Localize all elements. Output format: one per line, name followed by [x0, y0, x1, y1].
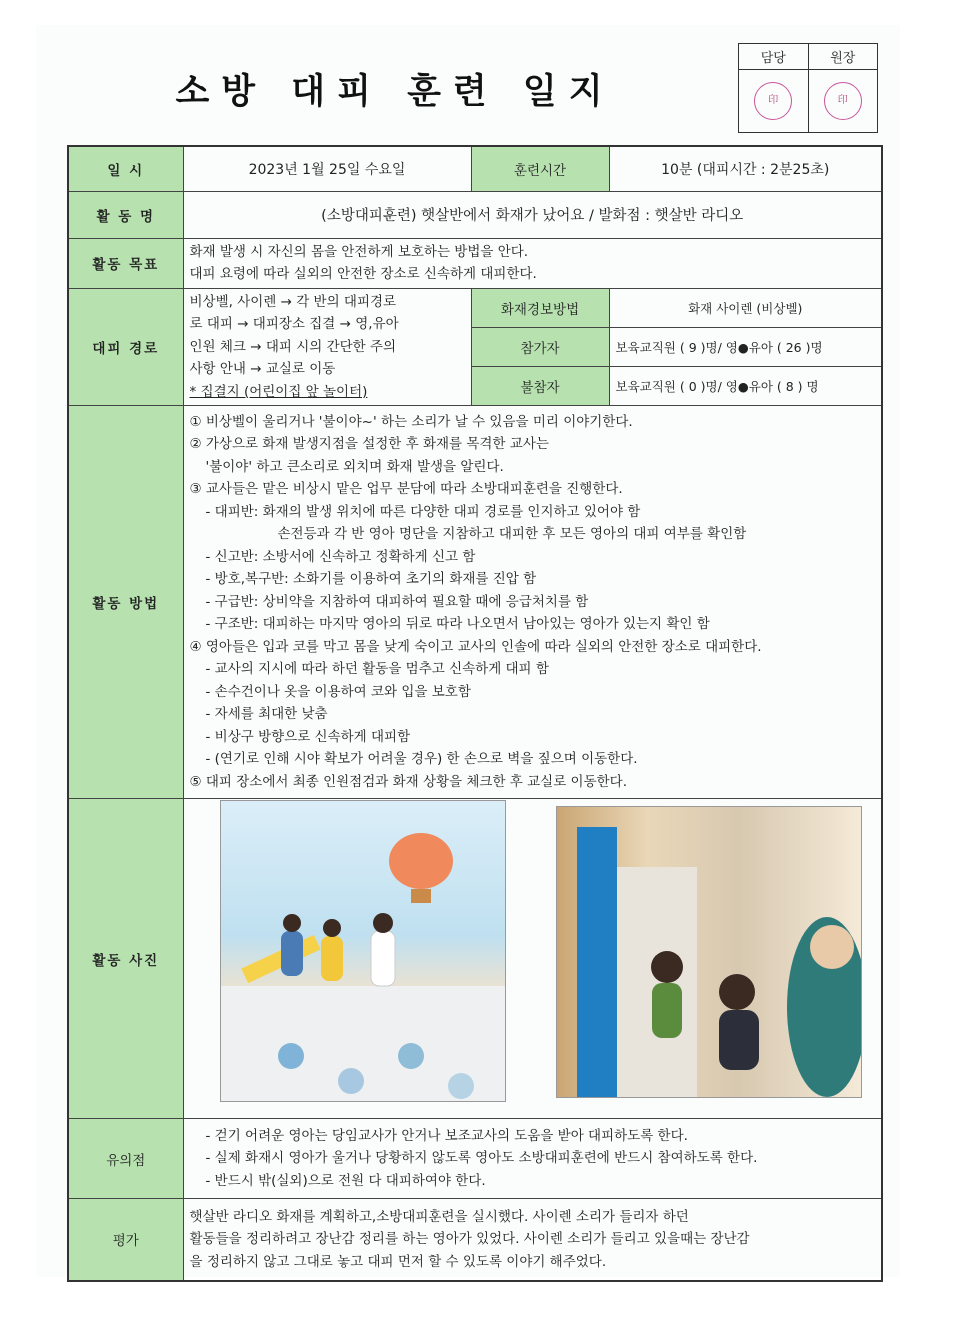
absentees-label: 불참자 [471, 366, 609, 405]
evaluation-label: 평가 [68, 1199, 183, 1281]
activity-name-label: 활 동 명 [68, 191, 183, 238]
activity-goal-value: 화재 발생 시 자신의 몸을 안전하게 보호하는 방법을 안다. 대피 요령에 따라 실외의 안전한 장소로 신속하게 대피한다. [183, 238, 882, 288]
evacuation-route-label: 대피 경로 [68, 288, 183, 406]
evacuation-route-value: 비상벨, 사이렌 → 각 반의 대피경로 로 대피 → 대피장소 집결 → 영,유아 인원 체크 → 대피 시의 간단한 주의 사항 안내 → 교실로 이동 * 집결지 (어린이집 앞 놀이터) [183, 288, 471, 406]
approval-col-staff: 담당 [739, 44, 809, 70]
activity-name-value: (소방대피훈련) 햇살반에서 화재가 났어요 / 발화점 : 햇살반 라디오 [183, 191, 882, 238]
evaluation-value: 햇살반 라디오 화재를 계획하고,소방대피훈련을 실시했다. 사이렌 소리가 들리자 하던 활동들을 정리하려고 장난감 정리를 하는 영아가 있었다. 사이렌 소리가 들리고 있을때는 장난감 을 정리하지 않고 그대로 놓고 대피 먼저 할 수 있도록 이야기 해주었다. [183, 1199, 882, 1281]
director-signature-stamp: 印 [824, 82, 862, 120]
approval-box [738, 43, 878, 133]
fire-alarm-method-label: 화재경보방법 [471, 288, 609, 327]
activity-method-value: ① 비상벨이 울리거나 '불이야~' 하는 소리가 날 수 있음을 미리 이야기한다. ② 가상으로 화재 발생지점을 설정한 후 화재를 목격한 교사는 '불이야' 하고 큰소리로 외치며 화재 발생을 알린다. ③ 교사들은 맡은 비상시 맡은 업무 분담에 따라 소방대피훈련을 진행한다. - 대피반: 화재의 발생 위치에 따른 다양한 대피 경로를 인지하고 있어야 함 손전등과 각 반 영아 명단을 지참하고 대피한 후 모든 영아의 대피 여부를 확인함 - 신고반: 소방서에 신속하고 정확하게 신고 함 - 방호,복구반: 소화기를 이용하여 초기의 화재를 진압 함 - 구급반: 상비약을 지참하여 대피하여 필요할 때에 응급처치를 함 - 구조반: 대피하는 마지막 영아의 뒤로 따라 나오면서 남아있는 영아가 있는지 확인 함 ④ 영아들은 입과 코를 막고 몸을 낮게 숙이고 교사의 인솔에 따라 실외의 안전한 장소로 대피한다. - 교사의 지시에 따라 하던 활동을 멈추고 신속하게 대피 함 - 손수건이나 옷을 이용하여 코와 입을 보호함 - 자세를 최대한 낮춤 - 비상구 방향으로 신속하게 대피함 - (연기로 인해 시야 확보가 어려울 경우) 한 손으로 벽을 짚으며 이동한다. ⑤ 대피 장소에서 최종 인원점검과 화재 상황을 체크한 후 교실로 이동한다. [183, 406, 882, 799]
participants-label: 참가자 [471, 327, 609, 366]
date-value: 2023년 1월 25일 수요일 [183, 146, 471, 191]
page-title: 소방 대피 훈련 일지 [175, 72, 615, 112]
evacuation-photo-classroom [220, 800, 506, 1102]
assembly-point: * 집결지 (어린이집 앞 놀이터) [189, 383, 368, 400]
training-time-label: 훈련시간 [471, 146, 609, 191]
training-log-table [67, 145, 883, 1282]
activity-method-label: 활동 방법 [68, 406, 183, 799]
caution-value: - 걷기 어려운 영아는 당임교사가 안거나 보조교사의 도움을 받아 대피하도록 한다. - 실제 화재시 영아가 울거나 당황하지 않도록 영아도 소방대피훈련에 반드시 참여하도록 한다. - 반드시 밖(실외)으로 전원 다 대피하여야 한다. [183, 1119, 882, 1199]
activity-goal-label: 활동 목표 [68, 238, 183, 288]
fire-alarm-method-value: 화재 사이렌 (비상벨) [609, 288, 882, 327]
absentees-value: 보육교직원 ( 0 )명/ 영●유아 ( 8 ) 명 [609, 366, 882, 405]
training-time-value: 10분 (대피시간 : 2분25초) [609, 146, 882, 191]
activity-photo-label: 활동 사진 [68, 799, 183, 1119]
date-label: 일 시 [68, 146, 183, 191]
evacuation-photo-hallway [556, 806, 862, 1098]
approval-col-director: 원장 [808, 44, 878, 70]
caution-label: 유의점 [68, 1119, 183, 1199]
participants-value: 보육교직원 ( 9 )명/ 영●유아 ( 26 )명 [609, 327, 882, 366]
staff-signature-stamp: 印 [754, 82, 792, 120]
